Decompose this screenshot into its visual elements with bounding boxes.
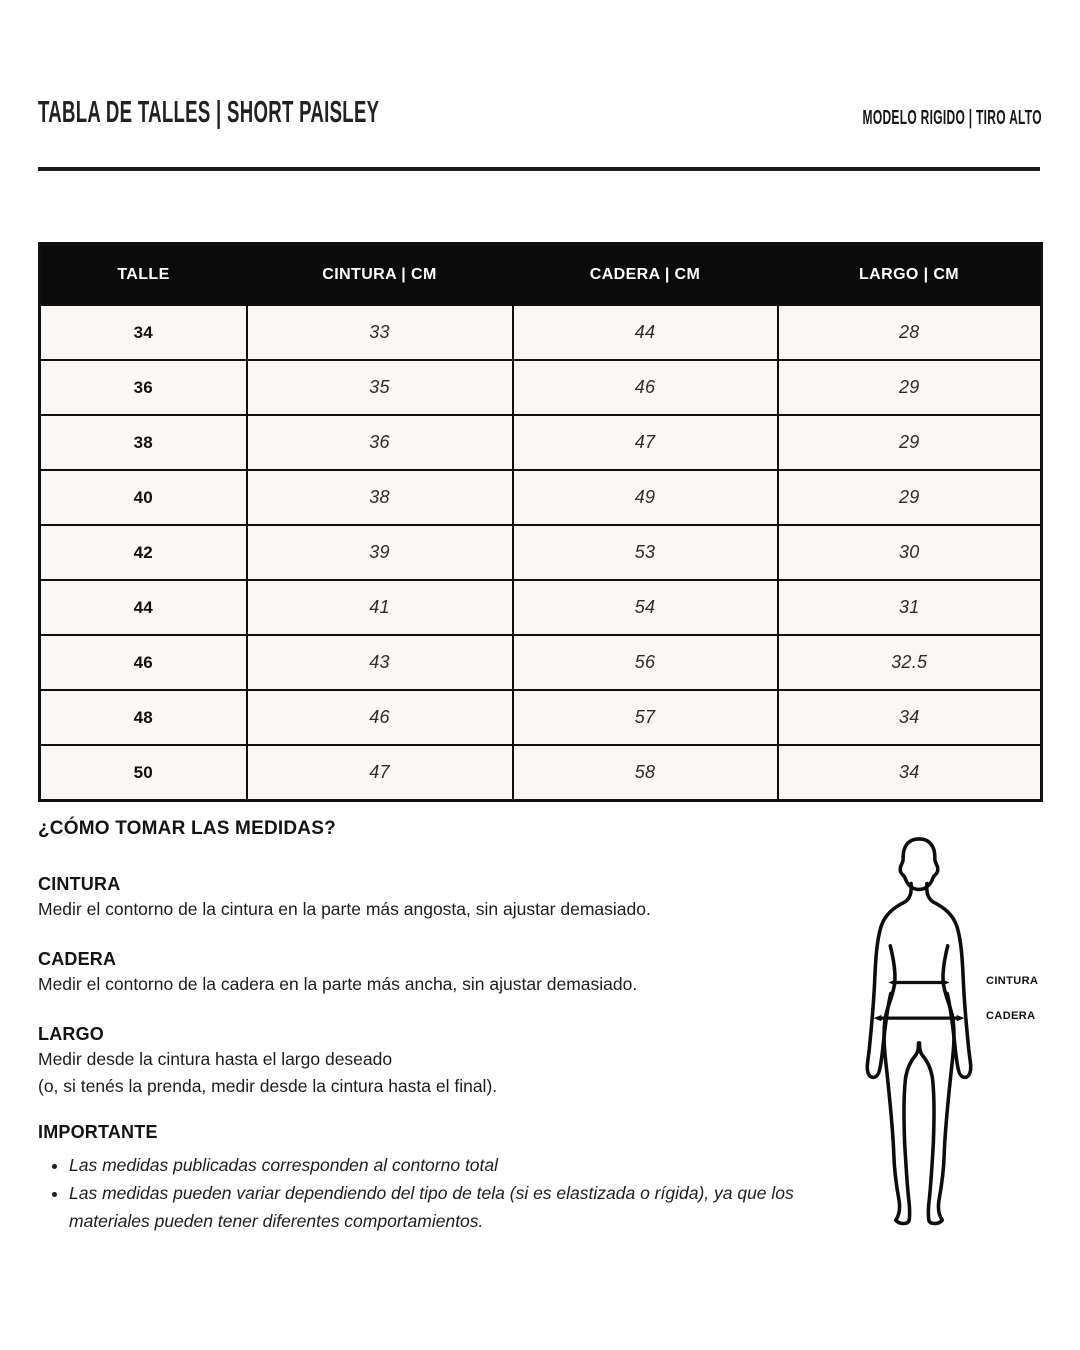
hip-arrow-left <box>873 1015 881 1021</box>
hip-arrow-right <box>957 1015 965 1021</box>
size-cell: 40 <box>40 470 247 525</box>
figure-left-arm <box>867 884 911 1078</box>
table-row <box>40 690 1042 745</box>
cadera-cell: 58 <box>513 745 778 801</box>
table-row <box>40 745 1042 801</box>
size-cell: 34 <box>40 305 247 360</box>
table-row <box>40 580 1042 635</box>
section-cadera-text: Medir el contorno de la cadera en la parte más ancha, sin ajustar demasiado. <box>38 974 638 994</box>
page-title: TABLA DE TALLES | SHORT PAISLEY <box>38 94 380 129</box>
size-cell: 38 <box>40 415 247 470</box>
cintura-cell: 33 <box>247 305 513 360</box>
model-subtitle: MODELO RIGIDO | TIRO ALTO <box>862 107 1042 129</box>
cadera-cell: 56 <box>513 635 778 690</box>
size-cell: 36 <box>40 360 247 415</box>
cadera-cell: 47 <box>513 415 778 470</box>
cadera-cell: 44 <box>513 305 778 360</box>
importante-list <box>38 1151 838 1235</box>
cintura-cell: 38 <box>247 470 513 525</box>
cintura-cell: 39 <box>247 525 513 580</box>
largo-cell: 28 <box>778 305 1042 360</box>
header <box>38 94 1042 130</box>
table-row <box>40 470 1042 525</box>
cintura-cell: 36 <box>247 415 513 470</box>
waist-arrow-left <box>888 979 896 985</box>
header-divider <box>38 167 1040 171</box>
section-importante <box>38 1120 838 1235</box>
cadera-cell: 54 <box>513 580 778 635</box>
section-cadera-title: CADERA <box>38 949 117 969</box>
measuring-instructions <box>38 818 838 1235</box>
cadera-cell: 46 <box>513 360 778 415</box>
figure-right-arm <box>927 884 971 1078</box>
largo-cell: 34 <box>778 745 1042 801</box>
body-silhouette-figure <box>849 834 989 1230</box>
figure-label-cintura: CINTURA <box>986 975 1039 987</box>
section-importante-title: IMPORTANTE <box>38 1122 158 1142</box>
section-cadera <box>38 947 838 998</box>
figure-head <box>900 839 938 889</box>
largo-cell: 34 <box>778 690 1042 745</box>
section-largo-title: LARGO <box>38 1024 104 1044</box>
size-cell: 42 <box>40 525 247 580</box>
cadera-cell: 53 <box>513 525 778 580</box>
cintura-cell: 46 <box>247 690 513 745</box>
section-largo-text-line1: Medir desde la cintura hasta el largo deseado <box>38 1049 393 1069</box>
section-cintura-text: Medir el contorno de la cintura en la parte más angosta, sin ajustar demasiado. <box>38 899 651 919</box>
figure-left-leg <box>884 946 918 1224</box>
figure-right-leg <box>919 946 953 1224</box>
cadera-cell: 49 <box>513 470 778 525</box>
table-header-row <box>40 244 1042 306</box>
largo-cell: 30 <box>778 525 1042 580</box>
table-row <box>40 305 1042 360</box>
body-silhouette-svg <box>849 834 989 1230</box>
cintura-cell: 43 <box>247 635 513 690</box>
how-to-measure-title: ¿CÓMO TOMAR LAS MEDIDAS? <box>38 818 336 839</box>
size-cell: 44 <box>40 580 247 635</box>
section-cintura-title: CINTURA <box>38 874 121 894</box>
size-table <box>38 242 1043 802</box>
waist-arrow-right <box>942 979 950 985</box>
largo-cell: 32.5 <box>778 635 1042 690</box>
table-row <box>40 415 1042 470</box>
importante-bullet: • Las medidas publicadas corresponden al contorno total <box>69 1151 838 1179</box>
cadera-cell: 57 <box>513 690 778 745</box>
size-cell: 48 <box>40 690 247 745</box>
size-cell: 46 <box>40 635 247 690</box>
importante-bullet: • Las medidas pueden variar dependiendo del tipo de tela (si es elastizada o rígida), ya que los materiales pueden tener diferentes comportamientos. <box>69 1179 838 1235</box>
cintura-cell: 41 <box>247 580 513 635</box>
cintura-cell: 47 <box>247 745 513 801</box>
table-row <box>40 360 1042 415</box>
section-largo <box>38 1022 838 1100</box>
largo-cell: 29 <box>778 415 1042 470</box>
largo-cell: 31 <box>778 580 1042 635</box>
section-largo-text-line2: (o, si tenés la prenda, medir desde la cintura hasta el final). <box>38 1076 498 1096</box>
size-cell: 50 <box>40 745 247 801</box>
col-header-cadera: CADERA | CM <box>513 244 778 306</box>
col-header-cintura: CINTURA | CM <box>247 244 513 306</box>
col-header-largo: LARGO | CM <box>778 244 1042 306</box>
cintura-cell: 35 <box>247 360 513 415</box>
largo-cell: 29 <box>778 360 1042 415</box>
col-header-talle: TALLE <box>40 244 247 306</box>
largo-cell: 29 <box>778 470 1042 525</box>
figure-label-cadera: CADERA <box>986 1010 1036 1022</box>
table-row <box>40 635 1042 690</box>
table-row <box>40 525 1042 580</box>
section-cintura <box>38 872 838 923</box>
